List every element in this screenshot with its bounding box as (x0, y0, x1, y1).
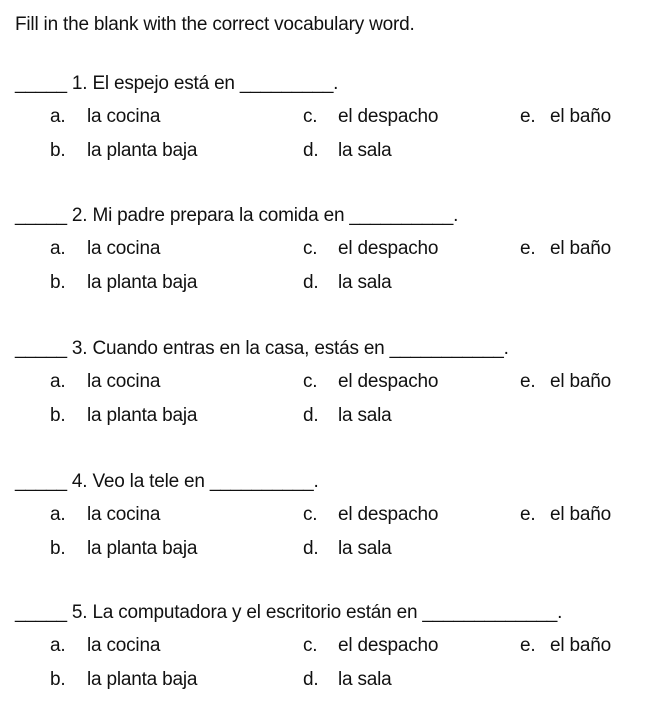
option-a (50, 504, 161, 526)
option-letter: a. (50, 238, 66, 259)
question-stem: _____ 5. La computadora y el escritorio están en _____________. (15, 602, 563, 623)
option-letter: e. (520, 106, 536, 127)
question-4 (0, 471, 655, 581)
option-b (50, 272, 198, 294)
option-letter: d. (303, 405, 319, 426)
question-stem: _____ 2. Mi padre prepara la comida en __________. (15, 205, 459, 226)
option-letter: b. (50, 140, 66, 161)
option-letter: a. (50, 106, 66, 127)
question-2 (0, 205, 655, 315)
option-text: la cocina (87, 504, 161, 525)
option-e (520, 635, 611, 657)
option-letter: b. (50, 538, 66, 559)
option-letter: d. (303, 140, 319, 161)
question-1 (0, 73, 655, 183)
option-d (303, 669, 392, 691)
option-b (50, 538, 198, 560)
option-letter: b. (50, 272, 66, 293)
option-letter: b. (50, 405, 66, 426)
option-letter: c. (303, 504, 318, 525)
option-letter: c. (303, 371, 318, 392)
option-text: el despacho (338, 504, 439, 525)
option-text: la sala (338, 405, 392, 426)
option-a (50, 106, 161, 128)
option-letter: e. (520, 238, 536, 259)
option-letter: d. (303, 538, 319, 559)
option-text: el baño (550, 635, 611, 656)
option-letter: e. (520, 504, 536, 525)
question-3 (0, 338, 655, 448)
question-5 (0, 602, 655, 712)
option-letter: a. (50, 635, 66, 656)
option-text: la cocina (87, 238, 161, 259)
option-text: la planta baja (87, 538, 198, 559)
option-text: la sala (338, 272, 392, 293)
option-text: el despacho (338, 371, 439, 392)
option-d (303, 140, 392, 162)
option-letter: a. (50, 371, 66, 392)
option-d (303, 538, 392, 560)
option-text: la sala (338, 669, 392, 690)
option-c (303, 371, 439, 393)
option-text: la planta baja (87, 140, 198, 161)
option-letter: e. (520, 371, 536, 392)
option-c (303, 238, 439, 260)
option-c (303, 504, 439, 526)
question-stem: _____ 4. Veo la tele en __________. (15, 471, 319, 492)
option-c (303, 106, 439, 128)
option-b (50, 669, 198, 691)
option-e (520, 106, 611, 128)
option-a (50, 371, 161, 393)
option-letter: b. (50, 669, 66, 690)
option-text: la planta baja (87, 405, 198, 426)
option-text: el despacho (338, 635, 439, 656)
option-text: la sala (338, 140, 392, 161)
option-letter: d. (303, 669, 319, 690)
option-b (50, 140, 198, 162)
option-text: el baño (550, 504, 611, 525)
option-b (50, 405, 198, 427)
option-text: la sala (338, 538, 392, 559)
option-letter: c. (303, 238, 318, 259)
option-text: la planta baja (87, 669, 198, 690)
option-text: la cocina (87, 635, 161, 656)
option-letter: c. (303, 635, 318, 656)
option-text: la planta baja (87, 272, 198, 293)
option-text: el baño (550, 106, 611, 127)
question-stem: _____ 3. Cuando entras en la casa, estás en ___________. (15, 338, 509, 359)
option-a (50, 635, 161, 657)
question-stem: _____ 1. El espejo está en _________. (15, 73, 339, 94)
option-letter: a. (50, 504, 66, 525)
option-text: el despacho (338, 106, 439, 127)
option-text: el despacho (338, 238, 439, 259)
option-letter: d. (303, 272, 319, 293)
option-d (303, 272, 392, 294)
option-e (520, 371, 611, 393)
option-e (520, 238, 611, 260)
option-a (50, 238, 161, 260)
option-text: la cocina (87, 371, 161, 392)
option-e (520, 504, 611, 526)
option-letter: c. (303, 106, 318, 127)
option-text: el baño (550, 371, 611, 392)
option-text: el baño (550, 238, 611, 259)
instructions: Fill in the blank with the correct vocabulary word. (15, 14, 415, 35)
option-text: la cocina (87, 106, 161, 127)
option-c (303, 635, 439, 657)
option-letter: e. (520, 635, 536, 656)
option-d (303, 405, 392, 427)
